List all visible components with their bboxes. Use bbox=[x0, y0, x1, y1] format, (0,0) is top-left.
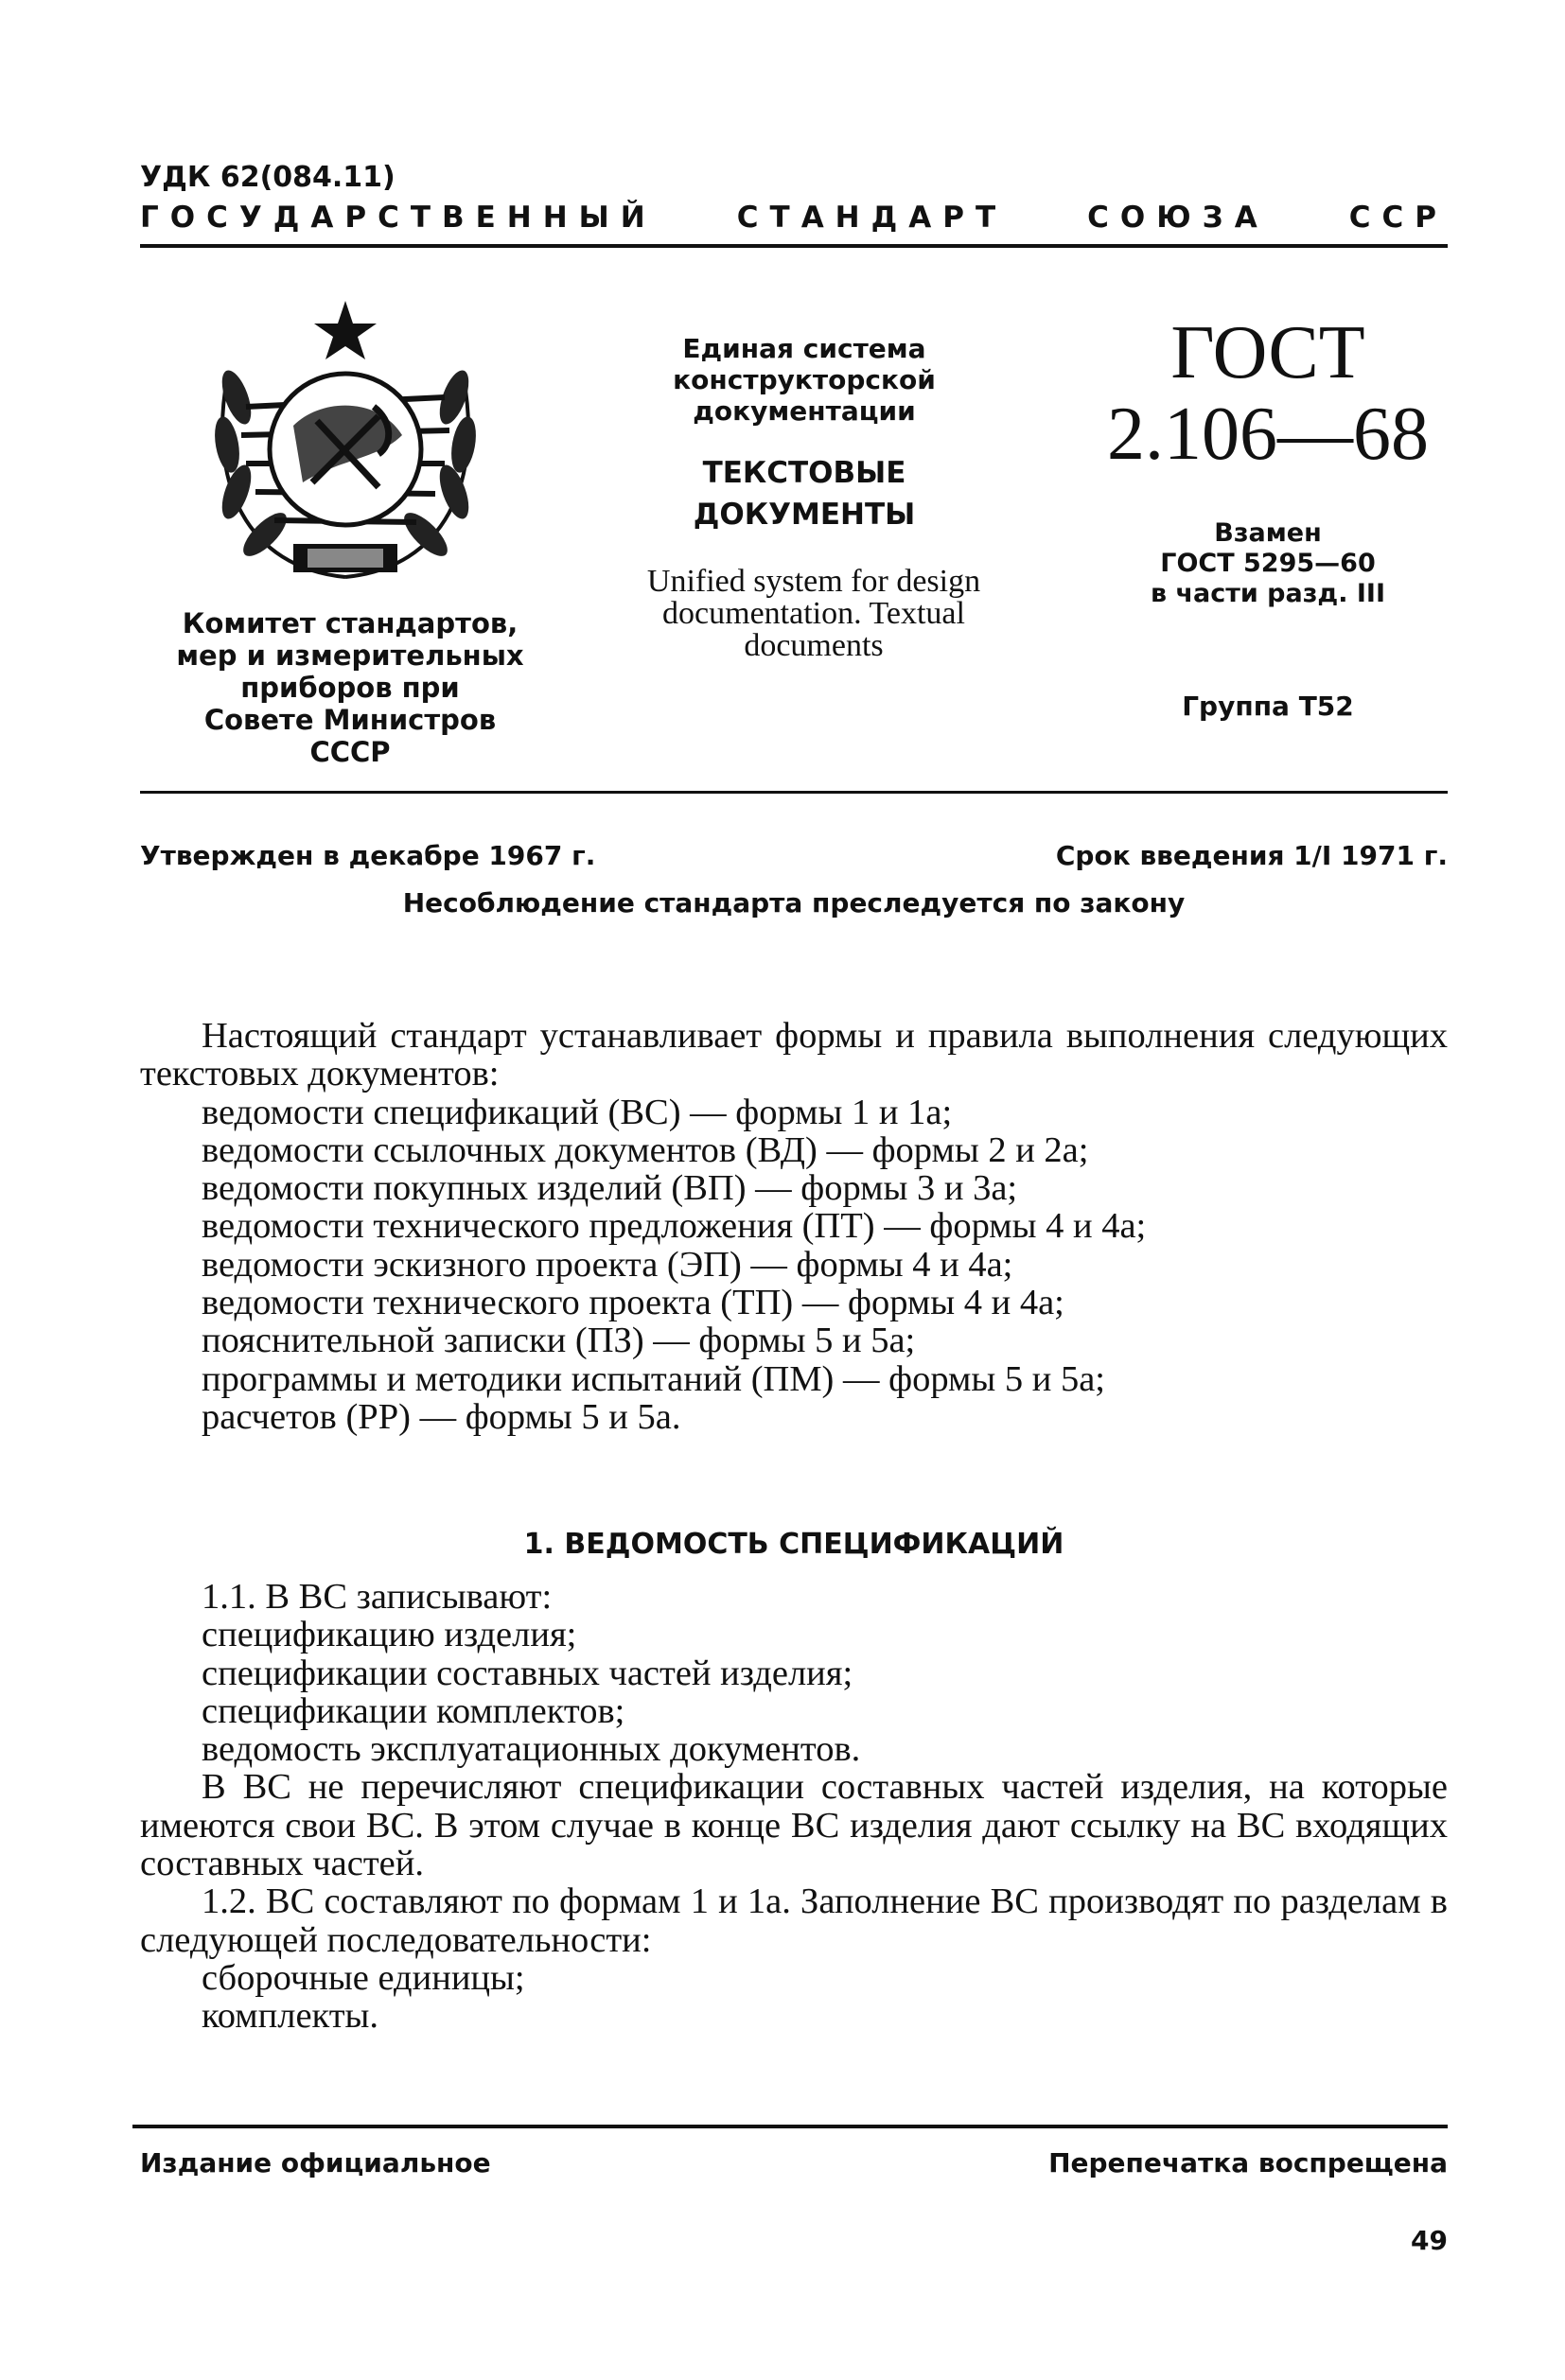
clause-1-1: 1.1. В ВС записывают: bbox=[202, 1577, 553, 1617]
list-item: ведомости спецификаций (ВС) — формы 1 и 1а; bbox=[202, 1092, 953, 1132]
list-item: ведомость эксплуатационных документов. bbox=[202, 1729, 861, 1770]
committee-line: Совете Министров bbox=[203, 704, 497, 736]
english-title-line: documents bbox=[744, 628, 884, 663]
replacement-line: ГОСТ 5295—60 bbox=[1160, 549, 1376, 578]
gost-label: ГОСТ bbox=[1170, 311, 1365, 394]
group-code: Группа Т52 bbox=[1182, 691, 1354, 722]
system-title-line: Единая система bbox=[682, 333, 926, 364]
footer-rule bbox=[132, 2125, 1448, 2128]
state-standard-banner bbox=[140, 201, 1448, 235]
clause-1-1-note: В ВС не перечисляют спецификации составных частей изделия, на которые имеются свои ВС. В этом случае в конце ВС изделия дают ссылку на ВС входящих составных частей. bbox=[140, 1767, 1448, 1884]
clause-1-2: 1.2. ВС составляют по формам 1 и 1а. Заполнение ВС производят по разделам в следующей последовательности: bbox=[140, 1881, 1448, 1960]
title-block-rule bbox=[140, 791, 1448, 794]
english-title-line: Unified system for design bbox=[646, 564, 981, 599]
system-title-line: документации bbox=[693, 395, 916, 427]
committee-line: Комитет стандартов, bbox=[182, 607, 519, 639]
intro-section bbox=[140, 1017, 1448, 1436]
committee-line: приборов при bbox=[240, 672, 460, 704]
penalty-notice: Несоблюдение стандарта преследуется по закону bbox=[402, 887, 1186, 919]
system-title bbox=[606, 333, 1003, 427]
list-item: сборочные единицы; bbox=[202, 1957, 525, 1998]
list-item: комплекты. bbox=[202, 1996, 379, 2037]
list-item: расчетов (РР) — формы 5 и 5а. bbox=[202, 1396, 681, 1437]
list-item: ведомости покупных изделий (ВП) — формы 3 и 3а; bbox=[202, 1168, 1018, 1209]
list-item: ведомости технического проекта (ТП) — формы 4 и 4а; bbox=[202, 1283, 1064, 1323]
gost-designation bbox=[1088, 312, 1448, 475]
replacement-note bbox=[1098, 518, 1438, 609]
banner-word: ССР bbox=[1348, 201, 1448, 235]
document-type-line: ТЕКСТОВЫЕ bbox=[702, 456, 906, 490]
page-number: 49 bbox=[1411, 2225, 1448, 2256]
udk-code: УДК 62(084.11) bbox=[140, 161, 396, 194]
list-item: спецификацию изделия; bbox=[202, 1615, 577, 1655]
official-edition-note: Издание официальное bbox=[140, 2147, 491, 2179]
english-title bbox=[601, 566, 1027, 662]
system-title-line: конструкторской bbox=[673, 364, 936, 395]
committee-name bbox=[142, 607, 558, 768]
document-type bbox=[606, 452, 1003, 535]
list-item: спецификации составных частей изделия; bbox=[202, 1653, 853, 1693]
list-item: программы и методики испытаний (ПМ) — формы 5 и 5а; bbox=[202, 1358, 1105, 1399]
list-item: ведомости ссылочных документов (ВД) — формы 2 и 2а; bbox=[202, 1129, 1089, 1170]
list-item: ведомости эскизного проекта (ЭП) — формы 4 и 4а; bbox=[202, 1244, 1013, 1285]
reprint-prohibited-note: Перепечатка воспрещена bbox=[1048, 2147, 1448, 2179]
approved-date: Утвержден в декабре 1967 г. bbox=[140, 840, 596, 871]
header-rule bbox=[140, 244, 1448, 248]
document-type-line: ДОКУМЕНТЫ bbox=[693, 498, 916, 532]
intro-paragraph: Настоящий стандарт устанавливает формы и правила выполнения следующих текстовых документов: bbox=[140, 1016, 1448, 1094]
committee-line: СССР bbox=[309, 736, 391, 768]
list-item: спецификации комплектов; bbox=[202, 1690, 625, 1731]
section-1-body bbox=[140, 1578, 1448, 2036]
committee-line: мер и измерительных bbox=[176, 639, 524, 672]
replacement-line: в части разд. III bbox=[1150, 579, 1386, 608]
gost-number: 2.106—68 bbox=[1107, 393, 1429, 476]
ussr-emblem-icon bbox=[189, 293, 501, 605]
banner-word: СОЮЗА bbox=[1087, 201, 1269, 235]
banner-word: ГОСУДАРСТВЕННЫЙ bbox=[140, 201, 657, 235]
section-heading: 1. ВЕДОМОСТЬ СПЕЦИФИКАЦИЙ bbox=[523, 1528, 1064, 1561]
effective-date: Срок введения 1/I 1971 г. bbox=[1055, 840, 1448, 871]
replacement-line: Взамен bbox=[1214, 518, 1322, 548]
english-title-line: documentation. Textual bbox=[662, 596, 965, 631]
banner-word: СТАНДАРТ bbox=[736, 201, 1008, 235]
list-item: ведомости технического предложения (ПТ) — формы 4 и 4а; bbox=[202, 1206, 1147, 1247]
list-item: пояснительной записки (ПЗ) — формы 5 и 5а; bbox=[202, 1321, 916, 1361]
